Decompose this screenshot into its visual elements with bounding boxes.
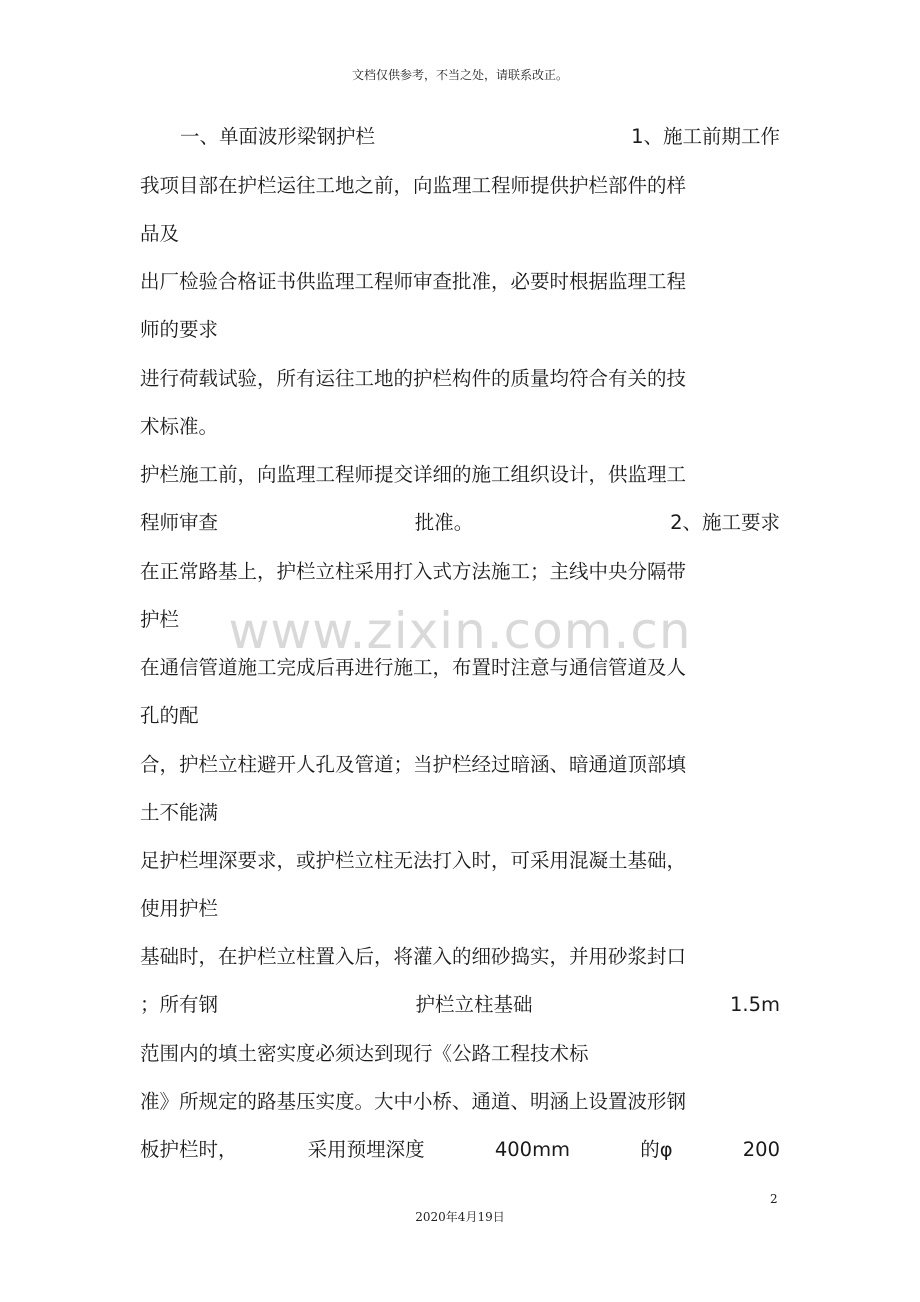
subsection-heading: 2、施工要求 bbox=[670, 511, 780, 534]
line-5: 师的要求 bbox=[140, 318, 219, 341]
page-header-note: 文档仅供参考，不当之处，请联系改正。 bbox=[351, 68, 568, 82]
footer-date: 2020年4月19日 bbox=[415, 1210, 505, 1224]
line-18: 基础时，在护栏立柱置入后，将灌入的细砂捣实，并用砂浆封口 bbox=[140, 945, 687, 968]
line-20: 范围内的填土密实度必须达到现行《公路工程技术标 bbox=[140, 1042, 589, 1065]
line-9 bbox=[140, 509, 780, 537]
text-segment: 程师审查 bbox=[140, 511, 219, 534]
text-segment: 200 bbox=[742, 1138, 780, 1161]
line-11: 护栏 bbox=[140, 608, 180, 631]
text-segment: 板护栏时， bbox=[140, 1138, 238, 1161]
line-16: 足护栏埋深要求，或护栏立柱无法打入时，可采用混凝土基础， bbox=[140, 849, 687, 872]
line-6: 进行荷载试验，所有运往工地的护栏构件的质量均符合有关的技 bbox=[140, 367, 687, 390]
line-10: 在正常路基上，护栏立柱采用打入式方法施工；主线中央分隔带 bbox=[140, 560, 687, 583]
line-3: 品及 bbox=[140, 222, 180, 245]
subsection-heading: 1、施工前期工作 bbox=[631, 125, 780, 148]
line-21: 准》所规定的路基压实度。大中小桥、通道、明涵上设置波形钢 bbox=[140, 1090, 687, 1113]
text-segment: 护栏立柱基础 bbox=[415, 993, 533, 1016]
line-2: 我项目部在护栏运往工地之前，向监理工程师提供护栏部件的样 bbox=[140, 174, 687, 197]
line-7: 术标准。 bbox=[140, 415, 219, 438]
text-segment: 批准。 bbox=[414, 511, 474, 534]
line-12: 在通信管道施工完成后再进行施工，布置时注意与通信管道及人 bbox=[140, 656, 687, 679]
line-22 bbox=[140, 1136, 780, 1164]
page-number: 2 bbox=[770, 1192, 778, 1206]
section-heading: 一、单面波形梁钢护栏 bbox=[180, 125, 376, 148]
line-17: 使用护栏 bbox=[140, 897, 219, 920]
line-19 bbox=[140, 991, 780, 1019]
text-segment: 400mm bbox=[494, 1138, 571, 1161]
text-segment: 1.5m bbox=[729, 993, 780, 1016]
line-13: 孔的配 bbox=[140, 704, 199, 727]
text-segment: 的φ bbox=[640, 1138, 673, 1161]
line-1 bbox=[140, 123, 780, 151]
text-segment: 采用预埋深度 bbox=[307, 1138, 425, 1161]
line-14: 合，护栏立柱避开人孔及管道；当护栏经过暗涵、暗通道顶部填 bbox=[140, 753, 687, 776]
line-4: 出厂检验合格证书供监理工程师审查批准，必要时根据监理工程 bbox=[140, 270, 687, 293]
line-8: 护栏施工前，向监理工程师提交详细的施工组织设计，供监理工 bbox=[140, 463, 687, 486]
watermark: www.zixin.com.cn bbox=[228, 602, 692, 660]
text-segment: ；所有钢 bbox=[140, 993, 219, 1016]
line-15: 土不能满 bbox=[140, 801, 219, 824]
